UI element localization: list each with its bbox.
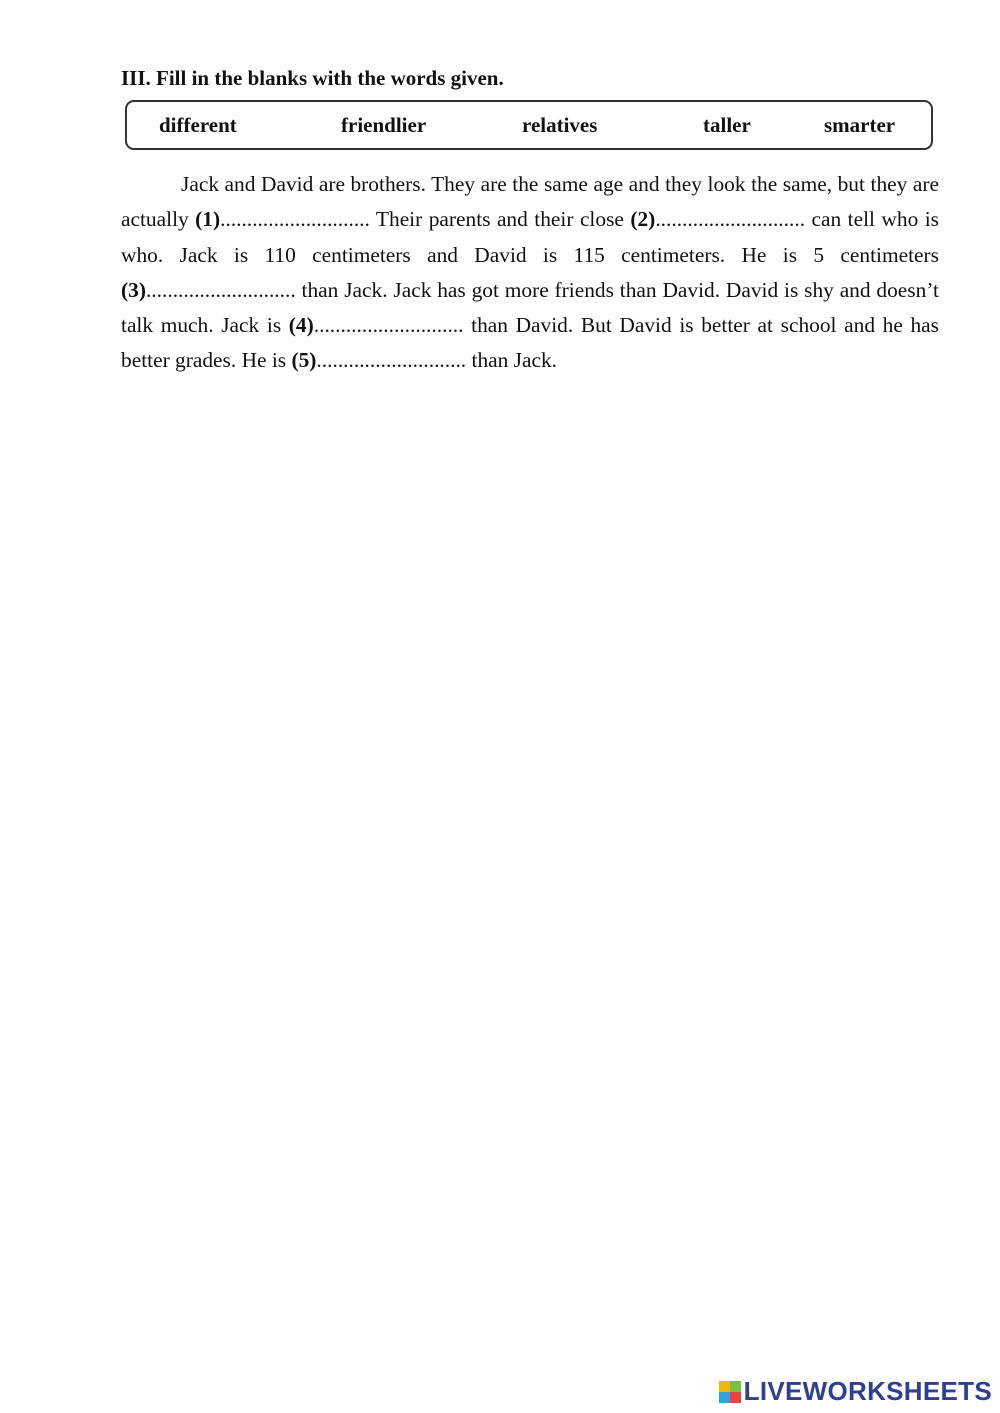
liveworksheets-logo [719, 1376, 992, 1407]
blank-number: (2) [630, 207, 656, 232]
passage-text: than Jack. [466, 348, 558, 373]
blank-5[interactable]: ............................ [316, 348, 467, 373]
word-bank-item: different [159, 113, 237, 137]
exercise-heading: III. Fill in the blanks with the words given. [121, 66, 504, 90]
word-bank-box [125, 100, 933, 150]
logo-text: LIVEWORKSHEETS [743, 1376, 992, 1406]
word-bank-item: taller [703, 113, 751, 137]
passage-text: Jack and David are brothers. They are the same age and they look the same, but they are actually [121, 172, 939, 232]
blank-1[interactable]: ............................ [220, 207, 370, 232]
passage-text: than David. But David is better at school and he has better grades. He is [121, 313, 939, 373]
logo-mark-tile [719, 1392, 730, 1403]
blank-number: (5) [291, 348, 317, 373]
blank-number: (4) [288, 313, 314, 338]
passage-text: Their parents and their close [369, 207, 631, 232]
word-bank-item: smarter [824, 113, 896, 137]
liveworksheets-logo-icon [719, 1381, 741, 1403]
passage-text: than Jack. Jack has got more friends than David. David is shy and doesn’t talk much. Jack is [121, 277, 939, 338]
blank-number: (1) [195, 207, 221, 232]
word-bank-item: friendlier [341, 113, 427, 137]
word-bank-item: relatives [522, 113, 598, 137]
blank-3[interactable]: ............................ [145, 277, 296, 302]
blank-4[interactable]: ............................ [313, 313, 464, 338]
logo-mark-tile [730, 1381, 741, 1392]
blank-number: (3) [121, 277, 146, 302]
reading-passage [121, 167, 939, 379]
logo-mark-tile [730, 1392, 741, 1403]
logo-mark-tile [719, 1381, 730, 1392]
passage-text: can tell who is who. Jack is 110 centimeters and David is 115 centimeters. He is 5 centimeters [121, 207, 939, 267]
blank-2[interactable]: ............................ [655, 207, 806, 232]
